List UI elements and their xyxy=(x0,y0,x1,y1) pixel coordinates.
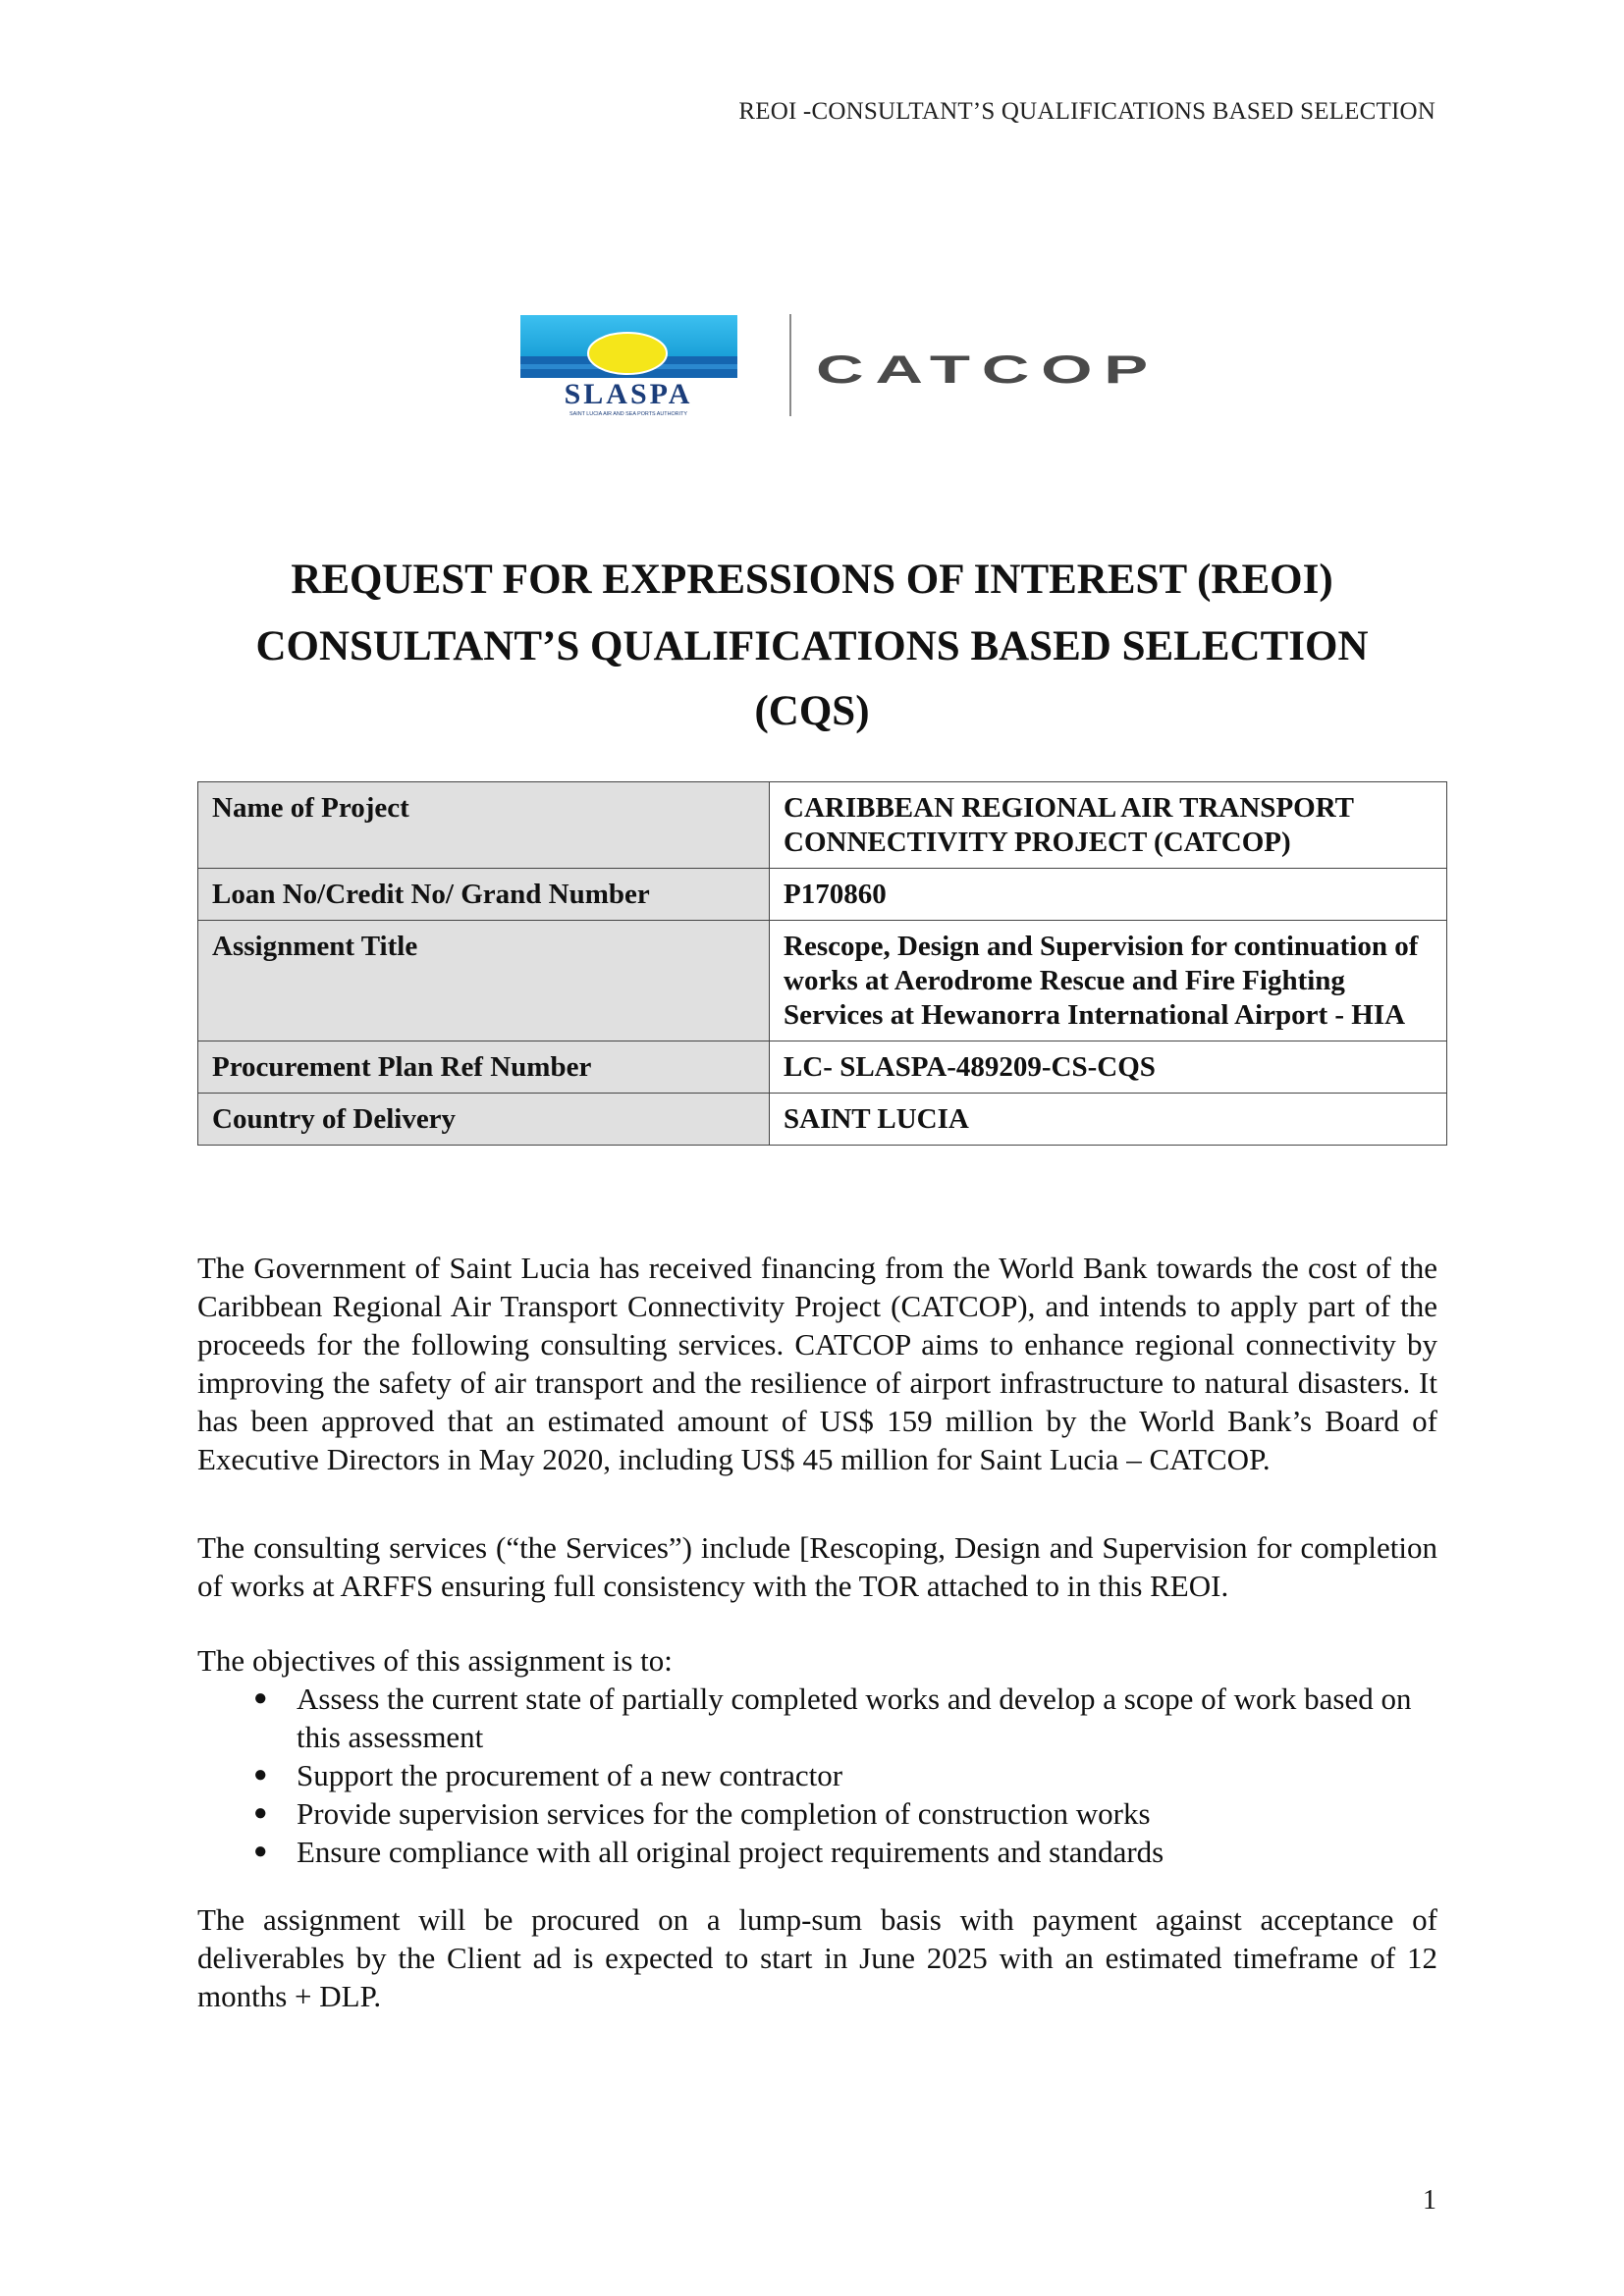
slaspa-logo xyxy=(517,312,740,420)
catcop-wordmark: CATCOP xyxy=(816,348,1160,392)
row-label: Loan No/Credit No/ Grand Number xyxy=(198,869,770,921)
paragraph-text: The consulting services (“the Services”) include [Rescoping, Design and Supervision for completion of works at ARFFS ensuring full consistency with the TOR attached to in this REOI. xyxy=(197,1530,1437,1603)
objectives-intro xyxy=(197,1641,1437,1680)
slaspa-tagline: SAINT LUCIA AIR AND SEA PORTS AUTHORITY xyxy=(569,411,687,417)
catcop-logo xyxy=(812,340,1165,399)
list-item-text: Ensure compliance with all original project requirements and standards xyxy=(297,1835,1164,1869)
document-title-line-2: CONSULTANT’S QUALIFICATIONS BASED SELECTION (CQS) xyxy=(255,623,1369,734)
paragraph-text: The Government of Saint Lucia has received financing from the World Bank towards the cost of the Caribbean Regional Air Transport Connectivity Project (CATCOP), and intends to apply part of the proceeds for the following consulting services. CATCOP aims to enhance regional connectivity by improving the safety of air transport and the resilience of airport infrastructure to natural disasters. It has been approved that an estimated amount of US$ 159 million by the World Bank’s Board of Executive Directors in May 2020, including US$ 45 million for Saint Lucia – CATCOP. xyxy=(197,1251,1437,1476)
list-item-text: Assess the current state of partially completed works and develop a scope of work based on this assessment xyxy=(297,1682,1412,1754)
paragraph-text: The assignment will be procured on a lump-sum basis with payment against acceptance of deliverables by the Client ad is expected to start in June 2025 with an estimated timeframe of 12 months + DLP. xyxy=(197,1902,1437,2013)
objectives-list xyxy=(197,1680,1437,1871)
list-item xyxy=(197,1833,1437,1871)
bullet-icon: ● xyxy=(253,1762,268,1788)
row-value: P170860 xyxy=(770,869,1447,921)
paragraph-text: The objectives of this assignment is to: xyxy=(197,1643,673,1678)
body-paragraph-services xyxy=(197,1528,1437,1605)
list-item-text: Provide supervision services for the completion of construction works xyxy=(297,1796,1151,1831)
table-row xyxy=(198,921,1447,1041)
document-title-line-1: REQUEST FOR EXPRESSIONS OF INTEREST (REOI) xyxy=(291,557,1333,603)
list-item xyxy=(197,1794,1437,1833)
logo-divider xyxy=(789,314,791,416)
list-item xyxy=(197,1680,1437,1756)
body-paragraph-procurement xyxy=(197,1900,1437,2015)
bullet-icon: ● xyxy=(253,1800,268,1826)
row-label: Assignment Title xyxy=(198,921,770,1041)
table-row xyxy=(198,782,1447,869)
row-label: Name of Project xyxy=(198,782,770,869)
page-number: 1 xyxy=(1423,2185,1436,2216)
row-value: CARIBBEAN REGIONAL AIR TRANSPORT CONNECTIVITY PROJECT (CATCOP) xyxy=(770,782,1447,869)
logo-row xyxy=(517,312,1165,420)
row-value: SAINT LUCIA xyxy=(770,1094,1447,1146)
running-header: REOI -CONSULTANT’S QUALIFICATIONS BASED SELECTION xyxy=(738,98,1435,125)
row-value: LC- SLASPA-489209-CS-CQS xyxy=(770,1041,1447,1094)
bullet-icon: ● xyxy=(253,1839,268,1864)
list-item xyxy=(197,1756,1437,1794)
table-row xyxy=(198,1094,1447,1146)
table-row xyxy=(198,1041,1447,1094)
bullet-icon: ● xyxy=(253,1685,268,1711)
table-row xyxy=(198,869,1447,921)
row-label: Country of Delivery xyxy=(198,1094,770,1146)
slaspa-wordmark: SLASPA xyxy=(564,378,693,410)
list-item-text: Support the procurement of a new contractor xyxy=(297,1758,843,1792)
project-info-table xyxy=(197,781,1447,1146)
body-paragraph-financing xyxy=(197,1249,1437,1478)
row-value: Rescope, Design and Supervision for continuation of works at Aerodrome Rescue and Fire Fighting Services at Hewanorra International Airport - HIA xyxy=(770,921,1447,1041)
row-label: Procurement Plan Ref Number xyxy=(198,1041,770,1094)
